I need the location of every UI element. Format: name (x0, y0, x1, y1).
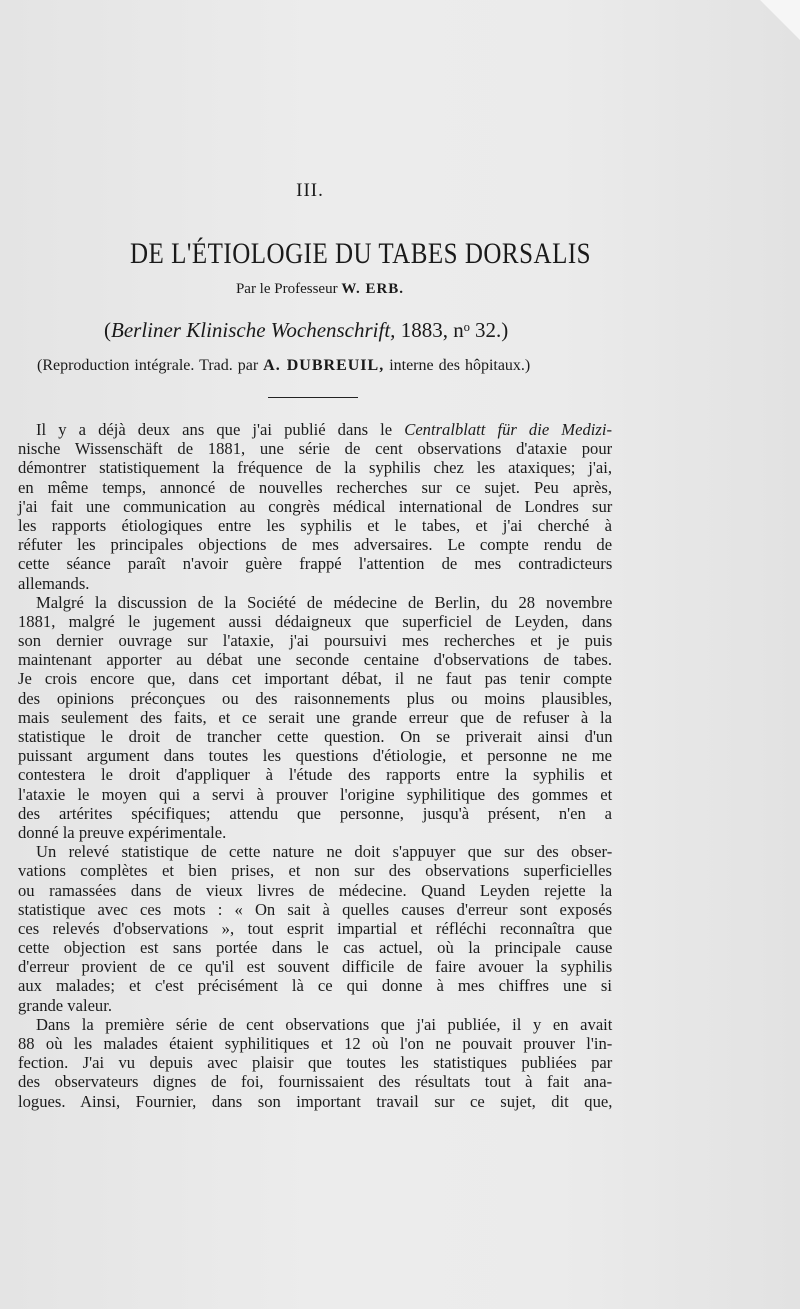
body-line: cette objection est sans portée dans le cas actuel, où la principale cause (18, 938, 613, 958)
body-line: les rapports étiologiques entre les syphilis et le tabes, et j'ai cherché à (18, 515, 612, 535)
body-line: grande valeur. (18, 995, 112, 1015)
body-line: aux malades; et c'est précisément là ce qui donne à mes chiffres une si (18, 976, 612, 996)
body-line: statistique le droit de trancher cette question. On se priverait ainsi d'un (18, 727, 613, 746)
page-corner-fold (760, 0, 800, 40)
body-line: en même temps, annoncé de nouvelles recherches sur ce sujet. Peu après, (18, 477, 612, 497)
body-line: allemands. (18, 573, 90, 593)
source-ref: 1883, nᵒ 32.) (395, 318, 509, 342)
repro-text: (Reproduction intégrale. Trad. par (37, 357, 259, 374)
body-line: fection. J'ai vu depuis avec plaisir que toutes les statistiques publiées par (18, 1053, 613, 1073)
repro-tail: interne des hôpitaux.) (389, 357, 531, 374)
body-line: Un relevé statistique de cette nature ne doit s'appuyer que sur des obser- (36, 842, 613, 862)
body-line: statistique avec ces mots : « On sait à quelles causes d'erreur sont exposés (18, 899, 613, 919)
source-open: ( (104, 318, 111, 342)
title-divider (268, 397, 358, 398)
body-line: cette séance paraît n'avoir guère frappé l'attention de mes contradicteurs (18, 554, 613, 574)
body-line: puissant argument dans toutes les questions d'étiologie, et personne ne me (18, 746, 612, 766)
body-line: logues. Ainsi, Fournier, dans son important travail sur ce sujet, dit que, (18, 1091, 613, 1111)
body-line: réfuter les principales objections de mes adversaires. Le compte rendu de (18, 535, 613, 555)
body-line: Dans la première série de cent observations que j'ai publiée, il y en avait (36, 1014, 613, 1034)
paragraph-4 (18, 1015, 612, 1111)
body-line: vations complètes et bien prises, et non sur des observations superficielles (18, 861, 612, 881)
article-title: DE L'ÉTIOLOGIE DU TABES DORSALIS (130, 238, 592, 271)
author-line (0, 281, 640, 298)
body-line: des opinions préconçues ou des raisonnements plus ou moins plausibles, (18, 688, 613, 708)
body-line: Malgré la discussion de la Société de médecine de Berlin, du 28 novembre (36, 592, 613, 612)
article-body (18, 420, 612, 1111)
body-line: donné la preuve expérimentale. (18, 822, 227, 842)
body-line: 1881, malgré le jugement aussi dédaigneux que superficiel de Leyden, dans (18, 611, 613, 631)
body-line: ces relevés d'observations », tout esprit impartial et réfléchi reconnaîtra que (18, 918, 613, 938)
body-line: 88 où les malades étaient syphilitiques et 12 où l'on ne pouvait prouver l'in- (18, 1034, 613, 1053)
body-line: son dernier ouvrage sur l'ataxie, j'ai poursuivi mes recherches et je puis (18, 631, 613, 651)
source-citation (104, 318, 508, 343)
body-line: mais seulement des faits, et ce serait une grande erreur que de refuser à la (18, 707, 612, 727)
paragraph-1 (18, 420, 612, 593)
author-prefix: Par le Professeur (235, 281, 338, 297)
paragraph-2 (18, 593, 612, 842)
body-line: Je crois encore que, dans cet important débat, il ne faut pas tenir compte (18, 669, 612, 689)
journal-name-italic: Centralblatt für die Medizi- (404, 420, 612, 439)
body-line: des artérites spécifiques; attendu que personne, jusqu'à présent, n'en a (18, 803, 612, 823)
body-line: l'ataxie le moyen qui a servi à prouver l'origine syphilitique des gommes et (18, 784, 613, 804)
paragraph-3 (18, 842, 612, 1015)
body-line: maintenant apporter au débat une seconde centaine d'observations de tabes. (18, 650, 612, 670)
body-line: démontrer statistiquement la fréquence de la syphilis chez les ataxiques; j'ai, (18, 458, 612, 478)
translator-name: A. DUBREUIL, (263, 357, 385, 374)
body-line: nische Wissenschäft de 1881, une série de cent observations d'ataxie pour (18, 439, 613, 459)
body-line: d'erreur provient de ce qu'il est souvent difficile de faire avouer la syphilis (18, 957, 613, 977)
body-line: ou ramassées dans de vieux livres de médecine. Quand Leyden rejette la (18, 880, 613, 900)
reproduction-note (37, 357, 530, 375)
body-line: des observateurs dignes de foi, fournissaient des résultats tout à fait ana- (18, 1072, 613, 1092)
body-line: contestera le droit d'appliquer à l'étude des rapports entre la syphilis et (18, 765, 613, 785)
author-name: W. ERB. (341, 281, 405, 297)
body-line: j'ai fait une communication au congrès médical international de Londres sur (18, 496, 613, 516)
source-journal: Berliner Klinische Wochenschrift, (111, 318, 396, 342)
section-number: III. (296, 180, 324, 201)
body-line: Il y a déjà deux ans que j'ai publié dans le Centralblatt für die Medizi- (36, 420, 612, 439)
